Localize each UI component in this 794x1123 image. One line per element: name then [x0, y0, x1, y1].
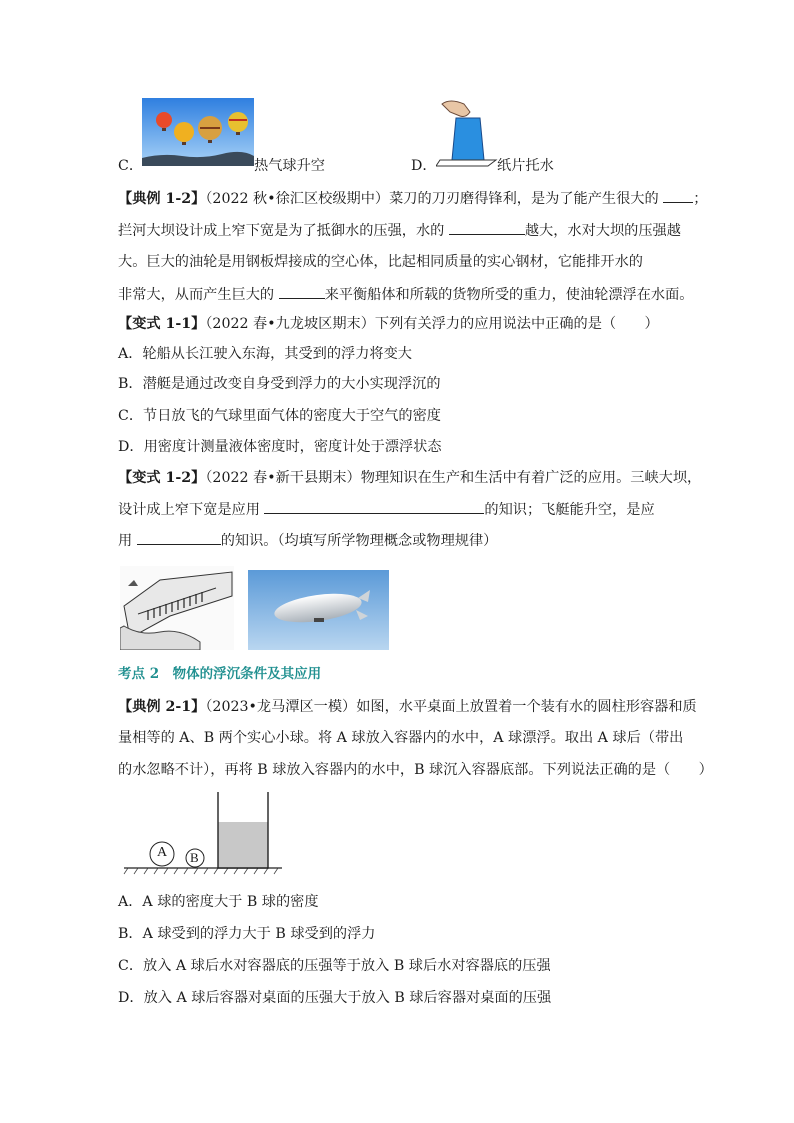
- dam-image: [120, 566, 234, 650]
- example-1-2-line-4: [118, 284, 693, 305]
- text: 用: [118, 533, 133, 549]
- example-2-1-line-2: 量相等的 A、B 两个实心小球。将 A 球放入容器内的水中，A 球漂浮。取出 A 球后（带出: [118, 730, 684, 746]
- text: 的知识；飞艇能升空，是应: [484, 502, 655, 518]
- example-2-1-line-1: [118, 697, 697, 717]
- option-d-label: D．: [411, 158, 437, 174]
- variant-tag: 【变式 1-1】: [118, 316, 206, 332]
- example-tag: 【典例 1-2】: [118, 191, 206, 207]
- example-tag: 【典例 2-1】: [118, 699, 206, 715]
- answer-blank[interactable]: [264, 499, 484, 514]
- example-2-1-option-c[interactable]: C．放入 A 球后水对容器底的压强等于放入 B 球后水对容器底的压强: [118, 958, 551, 974]
- text: 下列有关浮力的应用说法中正确的是（ ）: [374, 316, 659, 332]
- answer-blank[interactable]: [137, 530, 221, 545]
- ball-b-label: B: [190, 850, 199, 865]
- variant-1-1-option-d[interactable]: D．用密度计测量液体密度时，密度计处于漂浮状态: [118, 439, 442, 455]
- text: 菜刀的刀刃磨得锋利，是为了能产生很大的: [389, 191, 659, 207]
- variant-1-1-option-c[interactable]: C．节日放飞的气球里面气体的密度大于空气的密度: [118, 408, 441, 424]
- answer-blank[interactable]: [663, 188, 693, 203]
- section-2-title: 考点 2 物体的浮沉条件及其应用: [118, 666, 322, 682]
- variant-tag: 【变式 1-2】: [118, 470, 206, 486]
- variant-source: （2022 春•九龙坡区期末）: [205, 316, 375, 332]
- text: ；: [693, 191, 708, 207]
- variant-1-1-option-b[interactable]: B．潜艇是通过改变自身受到浮力的大小实现浮沉的: [118, 376, 441, 392]
- option-c-caption: 热气球升空: [254, 158, 325, 174]
- variant-1-2-line-2: [118, 499, 655, 520]
- text: 如图，水平桌面上放置着一个装有水的圆柱形容器和质: [356, 699, 697, 715]
- text: 来平衡船体和所载的货物所受的重力，使油轮漂浮在水面。: [324, 287, 694, 303]
- answer-blank[interactable]: [449, 220, 525, 235]
- example-1-2-line-1: [118, 188, 707, 209]
- text: 拦河大坝设计成上窄下宽是为了抵御水的压强，水的: [118, 223, 445, 239]
- option-c-label: C．: [118, 158, 144, 174]
- hot-air-balloon-image: [142, 98, 254, 166]
- option-d-caption: 纸片托水: [497, 158, 554, 174]
- ball-a-label: A: [157, 845, 168, 860]
- example-2-1-option-a[interactable]: A．A 球的密度大于 B 球的密度: [118, 894, 319, 910]
- answer-blank[interactable]: [279, 284, 325, 299]
- example-source: （2022 秋•徐汇区校级期中）: [205, 191, 390, 207]
- variant-1-2-line-3: [118, 530, 497, 551]
- variant-1-2-line-1: [118, 468, 701, 488]
- text: 越大，水对大坝的压强越: [524, 223, 681, 239]
- variant-source: （2022 春•新干县期末）: [205, 470, 361, 486]
- variant-1-1-option-a[interactable]: A．轮船从长江驶入东海，其受到的浮力将变大: [118, 346, 412, 362]
- example-2-1-option-d[interactable]: D．放入 A 球后容器对桌面的压强大于放入 B 球后容器对桌面的压强: [118, 990, 552, 1006]
- variant-1-1-stem: [118, 314, 659, 334]
- example-2-1-option-b[interactable]: B．A 球受到的浮力大于 B 球受到的浮力: [118, 926, 376, 942]
- example-2-1-line-3: 的水忽略不计），再将 B 球放入容器内的水中，B 球沉入容器底部。下列说法正确的是（ ）: [118, 762, 713, 778]
- text: 物理知识在生产和生活中有着广泛的应用。三峡大坝，: [360, 470, 702, 486]
- example-1-2-line-2: [118, 220, 681, 241]
- paper-holding-water-image: [436, 98, 498, 168]
- text: 设计成上窄下宽是应用: [118, 502, 260, 518]
- airship-image: [248, 570, 389, 650]
- example-1-2-line-3: 大。巨大的油轮是用钢板焊接成的空心体，比起相同质量的实心钢材，它能排开水的: [118, 254, 643, 270]
- container-diagram: [120, 790, 290, 876]
- example-source: （2023•龙马潭区一模）: [205, 699, 357, 715]
- text: 非常大，从而产生巨大的: [118, 287, 275, 303]
- text: 的知识。（均填写所学物理概念或物理规律）: [220, 533, 498, 549]
